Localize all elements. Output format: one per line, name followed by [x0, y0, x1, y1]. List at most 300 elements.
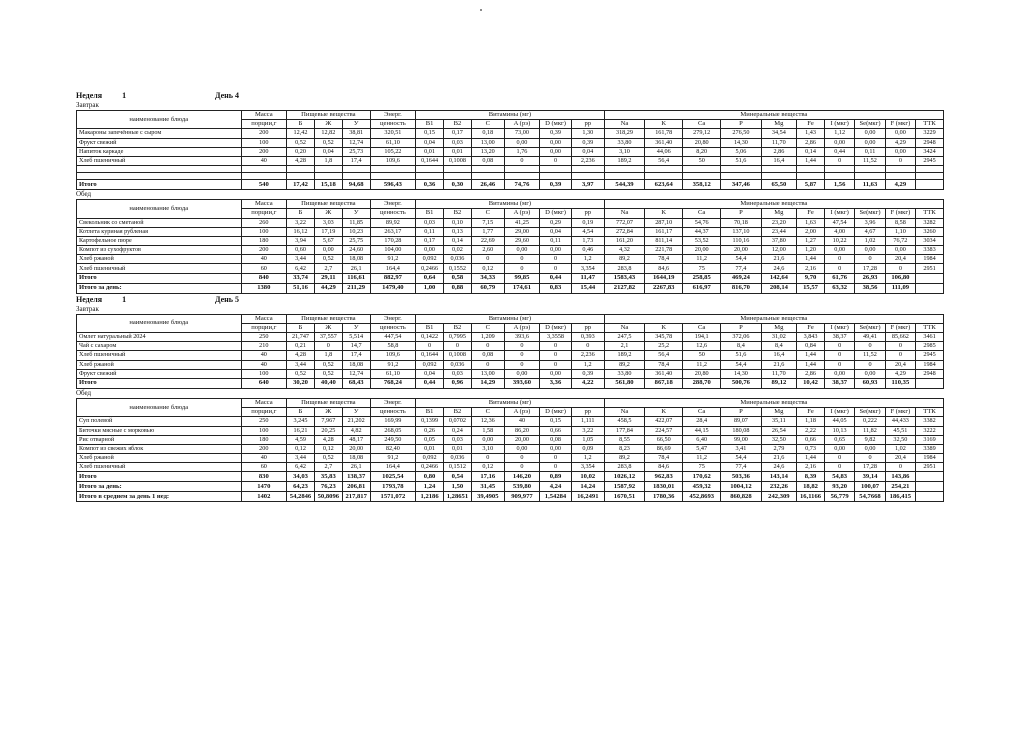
- nutrition-sheet: [76, 90, 944, 502]
- column-subheader-vitamin: B1: [416, 408, 444, 417]
- dish-value: 2945: [916, 351, 944, 360]
- dish-value: 3,44: [287, 360, 315, 369]
- week-label: Неделя: [76, 91, 103, 100]
- dish-value: 61,10: [370, 138, 416, 147]
- total-value: 0,30: [444, 180, 472, 190]
- dish-value: 100: [241, 138, 287, 147]
- dish-value: 0,00: [540, 147, 572, 156]
- empty-cell: [721, 166, 762, 173]
- dish-value: 32,50: [761, 435, 796, 444]
- dish-value: 1,44: [797, 360, 825, 369]
- dish-value: 0,1644: [416, 156, 444, 165]
- dish-value: 3,10: [604, 147, 645, 156]
- column-header-energy: Энерг.: [370, 111, 416, 120]
- dish-value: 51,6: [721, 156, 762, 165]
- dish-value: 20,80: [683, 138, 721, 147]
- dish-value: 0: [444, 342, 472, 351]
- dish-value: 3,44: [287, 255, 315, 264]
- total-value: 909,977: [504, 492, 539, 502]
- header-row: [77, 398, 944, 407]
- dish-value: 0,01: [416, 147, 444, 156]
- dish-value: 2,86: [797, 369, 825, 378]
- dish-value: 0,05: [416, 435, 444, 444]
- dish-value: 0,84: [797, 342, 825, 351]
- empty-cell: [504, 173, 539, 180]
- dish-value: 11,70: [761, 138, 796, 147]
- dish-value: 0,00: [824, 246, 854, 255]
- dish-value: 23,20: [761, 218, 796, 227]
- total-value: 26,93: [855, 273, 885, 283]
- dish-value: 0: [824, 463, 854, 472]
- total-value: 0,83: [540, 283, 572, 293]
- dish-value: 75: [683, 264, 721, 273]
- total-value: 186,415: [885, 492, 915, 502]
- dish-value: 3,354: [571, 463, 604, 472]
- total-label: Итого за день:: [77, 283, 242, 293]
- dish-value: 78,4: [645, 360, 683, 369]
- empty-cell: [416, 166, 444, 173]
- dish-value: 5,67: [314, 236, 342, 245]
- dish-value: 20,25: [314, 426, 342, 435]
- dish-value: 110,16: [721, 236, 762, 245]
- column-subheader-mass: порции,г: [241, 408, 287, 417]
- empty-cell: [77, 173, 242, 180]
- dish-value: 89,92: [370, 218, 416, 227]
- column-subheader-mineral: F (мкг): [885, 209, 915, 218]
- dish-value: 0,03: [444, 369, 472, 378]
- dish-value: 8,55: [604, 435, 645, 444]
- dish-value: 61,10: [370, 369, 416, 378]
- dish-value: 1,111: [571, 417, 604, 426]
- dish-row: [77, 138, 944, 147]
- header-row: [77, 314, 944, 323]
- total-value: 1026,12: [604, 472, 645, 482]
- total-value: 860,828: [721, 492, 762, 502]
- column-header-name: наименование блюда: [77, 314, 242, 332]
- total-value: 358,12: [683, 180, 721, 190]
- dish-value: 164,4: [370, 264, 416, 273]
- empty-cell: [287, 166, 315, 173]
- total-value: 0,88: [444, 283, 472, 293]
- dish-value: 0,12: [471, 264, 504, 273]
- dish-value: 11,82: [855, 426, 885, 435]
- total-value: 17,16: [471, 472, 504, 482]
- dish-value: 53,52: [683, 236, 721, 245]
- total-value: 17,42: [287, 180, 315, 190]
- total-value: 840: [241, 273, 287, 283]
- dish-value: 8,23: [604, 444, 645, 453]
- dish-value: 180: [241, 435, 287, 444]
- dish-value: 3389: [916, 444, 944, 453]
- total-value: 208,14: [761, 283, 796, 293]
- dish-value: 0,04: [416, 138, 444, 147]
- dish-row: [77, 156, 944, 165]
- total-value: 10,02: [571, 472, 604, 482]
- total-value: 539,80: [504, 482, 539, 492]
- dish-value: 11,52: [855, 351, 885, 360]
- dish-name: Напиток каркаде: [77, 147, 242, 156]
- dish-value: 20,4: [885, 255, 915, 264]
- empty-cell: [314, 166, 342, 173]
- total-value: 830: [241, 472, 287, 482]
- dish-value: 21,6: [761, 454, 796, 463]
- dish-value: 100: [241, 369, 287, 378]
- dish-value: 3282: [916, 218, 944, 227]
- dish-row: [77, 342, 944, 351]
- dish-value: 0: [885, 264, 915, 273]
- dish-name: Хлеб пшеничный: [77, 156, 242, 165]
- dish-value: 2,236: [571, 351, 604, 360]
- empty-cell: [645, 166, 683, 173]
- dish-value: 1,58: [471, 426, 504, 435]
- total-value: 14,29: [471, 378, 504, 388]
- total-value: 816,70: [721, 283, 762, 293]
- empty-cell: [885, 173, 915, 180]
- dish-value: 0,09: [571, 444, 604, 453]
- dish-value: 0: [855, 342, 885, 351]
- dish-value: 91,2: [370, 454, 416, 463]
- total-value: 11,63: [855, 180, 885, 190]
- dish-value: 54,76: [683, 218, 721, 227]
- total-value: 3,97: [571, 180, 604, 190]
- empty-cell: [761, 173, 796, 180]
- total-value: 0,44: [540, 273, 572, 283]
- dish-value: 38,37: [824, 333, 854, 342]
- dish-value: 0,04: [571, 147, 604, 156]
- column-subheader-vitamin: C: [471, 209, 504, 218]
- dish-row: [77, 417, 944, 426]
- dish-value: 1,30: [571, 129, 604, 138]
- dish-value: 48,17: [342, 435, 370, 444]
- dish-value: 0: [504, 351, 539, 360]
- empty-cell: [885, 166, 915, 173]
- dish-value: 0,00: [855, 246, 885, 255]
- column-subheader-mineral: Ca: [683, 323, 721, 332]
- dish-value: 0,17: [444, 129, 472, 138]
- dish-value: 11,2: [683, 360, 721, 369]
- dish-value: 109,6: [370, 351, 416, 360]
- total-value: 0,96: [444, 378, 472, 388]
- dish-value: 3,96: [855, 218, 885, 227]
- total-value: 40,40: [314, 378, 342, 388]
- dish-value: 17,4: [342, 351, 370, 360]
- dish-name: Макароны запечённые с сыром: [77, 129, 242, 138]
- dish-value: 54,4: [721, 454, 762, 463]
- dish-value: 3461: [916, 333, 944, 342]
- dish-value: 3229: [916, 129, 944, 138]
- dish-value: 17,28: [855, 463, 885, 472]
- dish-value: 3222: [916, 426, 944, 435]
- dish-value: 0,65: [824, 435, 854, 444]
- column-header-name: наименование блюда: [77, 200, 242, 218]
- column-subheader-vitamin: C: [471, 323, 504, 332]
- dish-value: 4,67: [855, 227, 885, 236]
- total-value: 111,09: [885, 283, 915, 293]
- dish-value: 169,99: [370, 417, 416, 426]
- column-subheader-mass: порции,г: [241, 209, 287, 218]
- dish-value: 8,4: [721, 342, 762, 351]
- total-value: 1,28651: [444, 492, 472, 502]
- column-subheader-mineral: Na: [604, 408, 645, 417]
- column-header-energy: Энерг.: [370, 398, 416, 407]
- total-row: [77, 273, 944, 283]
- dish-value: 170,28: [370, 236, 416, 245]
- dish-value: 0: [885, 156, 915, 165]
- dish-value: 54,4: [721, 255, 762, 264]
- empty-cell: [540, 173, 572, 180]
- total-value: 110,35: [885, 378, 915, 388]
- column-subheader-mineral: K: [645, 408, 683, 417]
- dish-value: 1,77: [471, 227, 504, 236]
- dish-value: 2,236: [571, 156, 604, 165]
- total-value: 1004,12: [721, 482, 762, 492]
- dish-value: 25,75: [342, 236, 370, 245]
- total-value: 100,07: [855, 482, 885, 492]
- dish-name: Хлеб пшеничный: [77, 463, 242, 472]
- dish-value: 40: [241, 156, 287, 165]
- dish-value: 0,60: [287, 246, 315, 255]
- dish-value: 0,092: [416, 454, 444, 463]
- header-row: [77, 111, 944, 120]
- dish-value: 40: [241, 351, 287, 360]
- day-label: День 5: [215, 294, 239, 304]
- dish-value: 105,22: [370, 147, 416, 156]
- column-subheader-mineral: Se(мкг): [855, 209, 885, 218]
- dish-value: 0,13: [444, 227, 472, 236]
- dish-value: 50: [683, 351, 721, 360]
- dish-value: 34,54: [761, 129, 796, 138]
- dish-value: 17,4: [342, 156, 370, 165]
- dish-value: 1,12: [824, 129, 854, 138]
- dish-value: 0: [504, 156, 539, 165]
- dish-value: 12,74: [342, 369, 370, 378]
- meal-label: Завтрак: [76, 304, 99, 313]
- dish-value: 20,00: [504, 435, 539, 444]
- dish-value: 0,00: [416, 246, 444, 255]
- column-subheader-mineral: Fe: [797, 408, 825, 417]
- total-value: 94,68: [342, 180, 370, 190]
- dish-name: Биточки мясные с морковью: [77, 426, 242, 435]
- dish-value: 0,1399: [416, 417, 444, 426]
- total-value: 452,8693: [683, 492, 721, 502]
- dish-value: 0: [824, 351, 854, 360]
- dish-value: 200: [241, 444, 287, 453]
- meal-label: Обед: [76, 190, 92, 199]
- dish-value: 37,80: [761, 236, 796, 245]
- total-value: 0,39: [540, 180, 572, 190]
- dish-value: 249,50: [370, 435, 416, 444]
- total-value: 1470: [241, 482, 287, 492]
- dish-value: 161,17: [645, 227, 683, 236]
- total-value: 640: [241, 378, 287, 388]
- dish-value: 0,44: [824, 147, 854, 156]
- dish-value: 361,40: [645, 369, 683, 378]
- dish-value: 0: [504, 264, 539, 273]
- dish-value: 18,08: [342, 255, 370, 264]
- dish-value: 0,20: [287, 147, 315, 156]
- column-subheader-mineral: I (мкг): [824, 120, 854, 129]
- dish-value: 279,12: [683, 129, 721, 138]
- dish-name: Хлеб пшеничный: [77, 351, 242, 360]
- dish-value: 422,07: [645, 417, 683, 426]
- total-value: 11,47: [571, 273, 604, 283]
- column-subheader-vitamin: C: [471, 120, 504, 129]
- empty-row: [77, 166, 944, 173]
- dish-value: 3383: [916, 246, 944, 255]
- column-subheader-mineral: Ca: [683, 408, 721, 417]
- dish-value: 0: [824, 264, 854, 273]
- column-subheader-mineral: Mg: [761, 209, 796, 218]
- total-value: 170,62: [683, 472, 721, 482]
- total-value: 15,44: [571, 283, 604, 293]
- dish-value: 13,00: [471, 138, 504, 147]
- dish-value: 4,28: [314, 435, 342, 444]
- total-value: 5,87: [797, 180, 825, 190]
- column-header-minerals: Минеральные вещества: [604, 111, 943, 120]
- column-header-minerals: Минеральные вещества: [604, 398, 943, 407]
- total-value: 254,21: [885, 482, 915, 492]
- total-value: 146,20: [504, 472, 539, 482]
- dish-value: 40: [241, 360, 287, 369]
- dish-row: [77, 236, 944, 245]
- dish-value: 31,02: [761, 333, 796, 342]
- nutrition-table: [76, 110, 944, 190]
- total-row: [77, 283, 944, 293]
- total-value: 206,81: [342, 482, 370, 492]
- empty-cell: [77, 166, 242, 173]
- total-value: 1,56: [824, 180, 854, 190]
- dish-value: 0,52: [314, 369, 342, 378]
- dish-value: 0,1008: [444, 156, 472, 165]
- dish-value: 0,24: [444, 426, 472, 435]
- dish-value: 4,32: [604, 246, 645, 255]
- dish-value: 276,50: [721, 129, 762, 138]
- dish-value: 1,8: [314, 156, 342, 165]
- dish-value: 0,12: [471, 463, 504, 472]
- dish-value: 4,00: [824, 227, 854, 236]
- dish-name: Суп полевой: [77, 417, 242, 426]
- empty-cell: [444, 166, 472, 173]
- column-subheader-mineral: ТТК: [916, 209, 944, 218]
- dish-value: 89,2: [604, 454, 645, 463]
- dish-value: 78,4: [645, 255, 683, 264]
- dish-value: 0: [504, 454, 539, 463]
- column-subheader-mineral: P: [721, 209, 762, 218]
- total-label: Итого: [77, 180, 242, 190]
- dish-value: 320,51: [370, 129, 416, 138]
- dish-value: 2948: [916, 138, 944, 147]
- dish-row: [77, 369, 944, 378]
- dish-value: 0: [471, 342, 504, 351]
- dish-value: 25,2: [645, 342, 683, 351]
- nutrition-table: [76, 199, 944, 294]
- empty-cell: [604, 166, 645, 173]
- column-subheader-mineral: F (мкг): [885, 120, 915, 129]
- dish-value: 0,11: [855, 147, 885, 156]
- dish-value: 180,08: [721, 426, 762, 435]
- total-value: 31,45: [471, 482, 504, 492]
- dish-value: 0,04: [416, 369, 444, 378]
- column-subheader-vitamin: A (рэ): [504, 120, 539, 129]
- dish-value: 75: [683, 463, 721, 472]
- dish-value: 345,78: [645, 333, 683, 342]
- dish-value: 49,41: [855, 333, 885, 342]
- column-subheader-vitamin: B1: [416, 323, 444, 332]
- column-header-mass: Масса: [241, 314, 287, 323]
- dish-value: 0,03: [444, 435, 472, 444]
- dish-value: 3,03: [314, 218, 342, 227]
- empty-cell: [287, 173, 315, 180]
- dish-value: 104,00: [370, 246, 416, 255]
- column-subheader-vitamin: B2: [444, 120, 472, 129]
- total-value: 1,54284: [540, 492, 572, 502]
- dish-value: 0,00: [540, 246, 572, 255]
- total-value: 1025,54: [370, 472, 416, 482]
- total-value: 0,58: [444, 273, 472, 283]
- dish-value: 4,29: [885, 138, 915, 147]
- column-subheader-vitamin: pp: [571, 209, 604, 218]
- dish-value: 17,19: [314, 227, 342, 236]
- total-value: 174,61: [504, 283, 539, 293]
- column-subheader-vitamin: pp: [571, 323, 604, 332]
- dish-value: 0,00: [504, 444, 539, 453]
- dish-value: 2,86: [797, 138, 825, 147]
- dish-value: 3,3558: [540, 333, 572, 342]
- dish-value: 0,1512: [444, 463, 472, 472]
- column-subheader-mineral: Mg: [761, 408, 796, 417]
- total-value: 8,39: [797, 472, 825, 482]
- total-value: 0,54: [444, 472, 472, 482]
- dish-value: 0,17: [416, 236, 444, 245]
- dish-value: 2,22: [797, 426, 825, 435]
- dish-value: 89,2: [604, 255, 645, 264]
- dish-value: 60: [241, 264, 287, 273]
- header-row: [77, 200, 944, 209]
- dish-value: 10,13: [824, 426, 854, 435]
- dish-value: 26,54: [761, 426, 796, 435]
- total-value: 99,85: [504, 273, 539, 283]
- column-subheader-mineral: Se(мкг): [855, 408, 885, 417]
- dish-name: Компот из свежих яблок: [77, 444, 242, 453]
- dish-value: 247,5: [604, 333, 645, 342]
- total-value: 1644,19: [645, 273, 683, 283]
- dish-value: 2,7: [314, 463, 342, 472]
- dish-value: 0,39: [571, 138, 604, 147]
- total-label: Итого: [77, 378, 242, 388]
- dish-value: 10,22: [824, 236, 854, 245]
- dish-value: 91,2: [370, 255, 416, 264]
- dish-value: 18,08: [342, 360, 370, 369]
- dish-row: [77, 333, 944, 342]
- dish-value: 0: [540, 342, 572, 351]
- column-subheader-mineral: P: [721, 323, 762, 332]
- week-number: 1: [122, 91, 127, 100]
- total-value: 33,74: [287, 273, 315, 283]
- dish-value: 78,4: [645, 454, 683, 463]
- dish-value: 3034: [916, 236, 944, 245]
- column-subheader-vitamin: C: [471, 408, 504, 417]
- dish-value: 109,6: [370, 156, 416, 165]
- dish-value: 2985: [916, 342, 944, 351]
- total-value: 4,24: [540, 482, 572, 492]
- dish-row: [77, 454, 944, 463]
- dish-value: 287,10: [645, 218, 683, 227]
- dish-value: 1,18: [797, 417, 825, 426]
- dish-value: 0: [504, 255, 539, 264]
- dish-value: 210: [241, 342, 287, 351]
- column-subheader-mineral: I (мкг): [824, 323, 854, 332]
- dish-value: 44,37: [683, 227, 721, 236]
